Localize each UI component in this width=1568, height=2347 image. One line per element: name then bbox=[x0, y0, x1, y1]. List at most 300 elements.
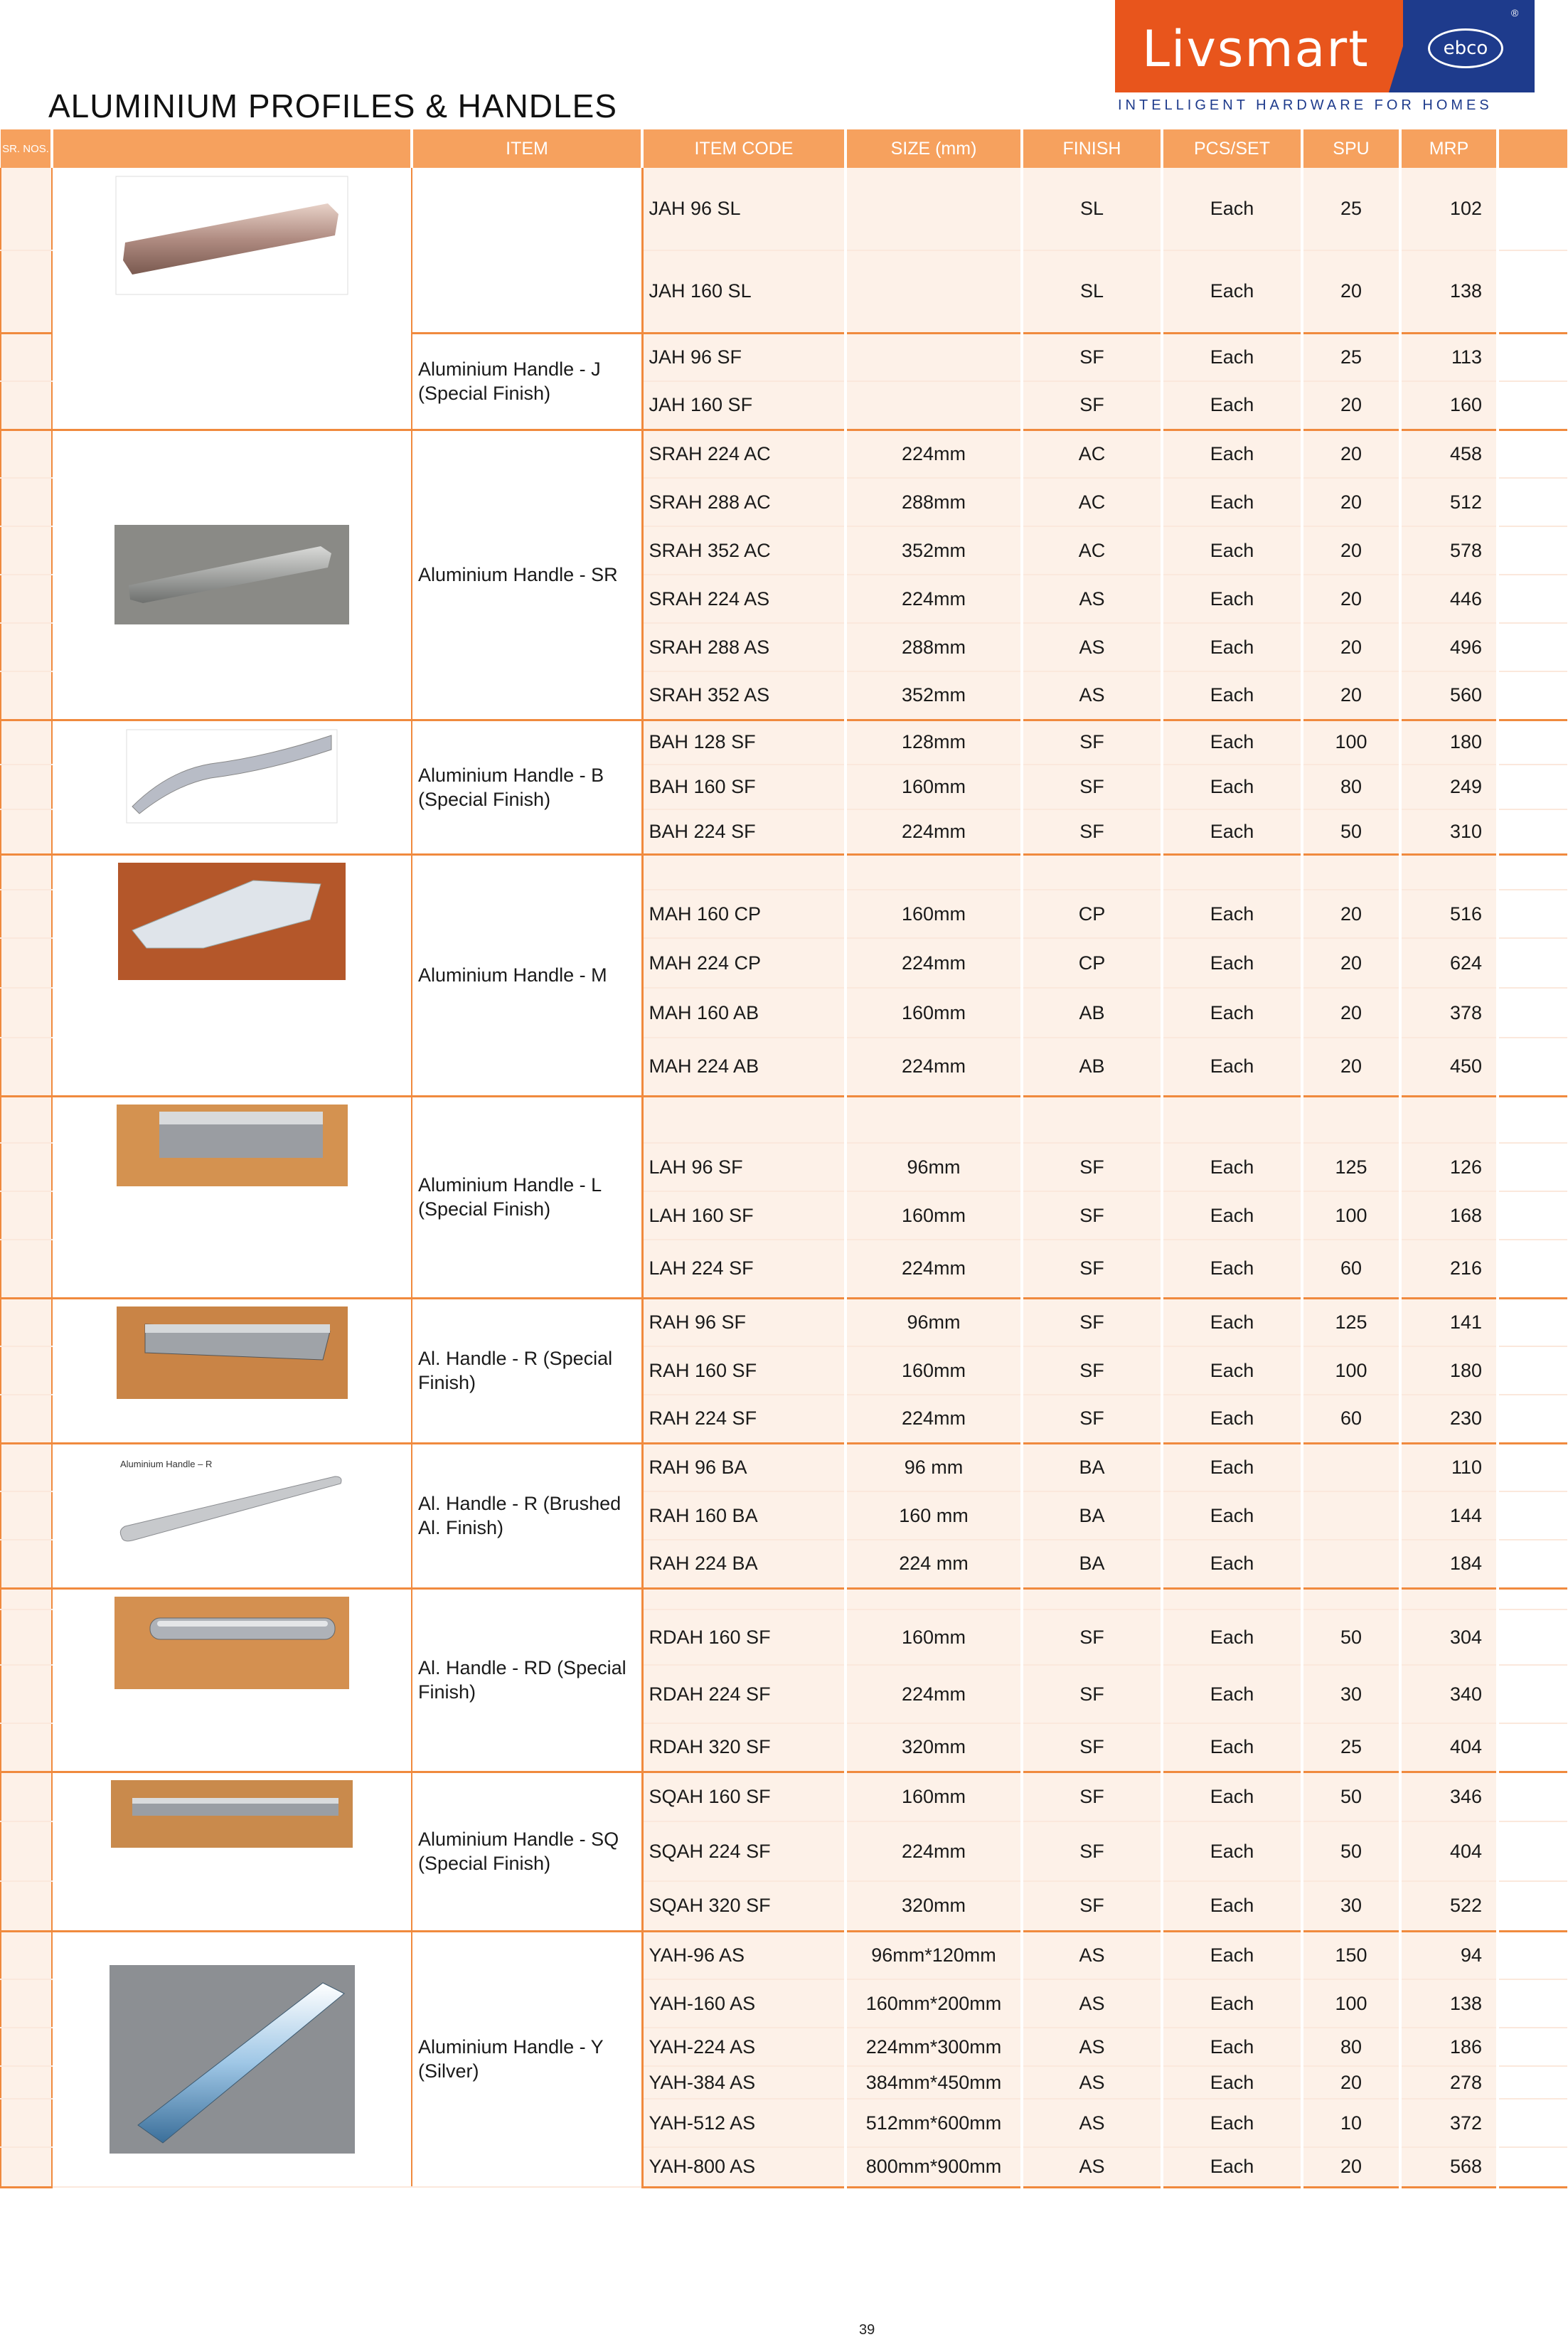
item-code-cell: SRAH 224 AC bbox=[642, 430, 846, 478]
pcs-cell: Each bbox=[1162, 1038, 1302, 1096]
spu-cell: 20 bbox=[1302, 526, 1400, 575]
item-name-cell: Al. Handle - R (Special Finish) bbox=[412, 1298, 642, 1443]
sr-cell bbox=[1, 430, 52, 478]
mrp-cell: 216 bbox=[1400, 1240, 1498, 1298]
product-image-rba bbox=[52, 1443, 412, 1588]
sr-cell bbox=[1, 526, 52, 575]
sr-cell bbox=[1, 478, 52, 526]
item-code-cell: YAH-96 AS bbox=[642, 1931, 846, 1979]
sr-cell bbox=[1, 623, 52, 671]
item-code-cell: RAH 96 BA bbox=[642, 1443, 846, 1491]
pcs-cell: Each bbox=[1162, 1931, 1302, 1979]
product-image-rd bbox=[52, 1588, 412, 1772]
extra-cell bbox=[1498, 1979, 1568, 2028]
pcs-cell: Each bbox=[1162, 430, 1302, 478]
spu-cell: 100 bbox=[1302, 1979, 1400, 2028]
product-image-j bbox=[52, 168, 412, 430]
spu-cell: 25 bbox=[1302, 1723, 1400, 1772]
mrp-cell bbox=[1400, 1096, 1498, 1143]
mrp-cell: 446 bbox=[1400, 575, 1498, 623]
extra-cell bbox=[1498, 575, 1568, 623]
pcs-cell bbox=[1162, 1588, 1302, 1609]
col-mrp-header: MRP bbox=[1400, 129, 1498, 168]
spu-cell: 20 bbox=[1302, 988, 1400, 1038]
size-cell: 96mm bbox=[846, 1143, 1022, 1191]
spu-cell: 20 bbox=[1302, 250, 1400, 333]
finish-cell: SF bbox=[1022, 1191, 1162, 1240]
item-code-cell: JAH 96 SL bbox=[642, 168, 846, 250]
size-cell bbox=[846, 381, 1022, 430]
pcs-cell: Each bbox=[1162, 765, 1302, 809]
pcs-cell: Each bbox=[1162, 890, 1302, 938]
extra-cell bbox=[1498, 250, 1568, 333]
mrp-cell: 310 bbox=[1400, 809, 1498, 854]
col-pcs-header: PCS/SET bbox=[1162, 129, 1302, 168]
size-cell: 224mm bbox=[846, 809, 1022, 854]
mrp-cell: 346 bbox=[1400, 1772, 1498, 1821]
spu-cell: 20 bbox=[1302, 671, 1400, 720]
sr-cell bbox=[1, 938, 52, 988]
spu-cell: 20 bbox=[1302, 430, 1400, 478]
pcs-cell: Each bbox=[1162, 1609, 1302, 1665]
finish-cell: AS bbox=[1022, 2066, 1162, 2099]
product-image-sr bbox=[52, 430, 412, 720]
col-finish-header: FINISH bbox=[1022, 129, 1162, 168]
finish-cell bbox=[1022, 1588, 1162, 1609]
item-code-cell bbox=[642, 854, 846, 890]
finish-cell: SF bbox=[1022, 765, 1162, 809]
finish-cell: AS bbox=[1022, 1931, 1162, 1979]
sr-cell bbox=[1, 1723, 52, 1772]
item-code-cell: JAH 160 SL bbox=[642, 250, 846, 333]
table-row bbox=[1, 1298, 1568, 1346]
item-code-cell: SRAH 352 AS bbox=[642, 671, 846, 720]
spu-cell bbox=[1302, 1491, 1400, 1540]
pcs-cell: Each bbox=[1162, 2028, 1302, 2066]
mrp-cell: 372 bbox=[1400, 2099, 1498, 2147]
extra-cell bbox=[1498, 1346, 1568, 1395]
mrp-cell: 624 bbox=[1400, 938, 1498, 988]
finish-cell: SF bbox=[1022, 1395, 1162, 1443]
item-code-cell: RAH 160 BA bbox=[642, 1491, 846, 1540]
item-code-cell: YAH-224 AS bbox=[642, 2028, 846, 2066]
finish-cell: AC bbox=[1022, 526, 1162, 575]
finish-cell: AS bbox=[1022, 2028, 1162, 2066]
sr-cell bbox=[1, 1609, 52, 1665]
extra-cell bbox=[1498, 623, 1568, 671]
sr-cell bbox=[1, 1979, 52, 2028]
item-name-cell: Aluminium Handle - SQ (Special Finish) bbox=[412, 1772, 642, 1931]
page-title: ALUMINIUM PROFILES & HANDLES bbox=[48, 87, 617, 124]
item-code-cell: SQAH 224 SF bbox=[642, 1821, 846, 1881]
size-cell: 96mm*120mm bbox=[846, 1931, 1022, 1979]
item-code-cell: YAH-800 AS bbox=[642, 2147, 846, 2187]
mrp-cell: 340 bbox=[1400, 1665, 1498, 1723]
size-cell: 224mm bbox=[846, 430, 1022, 478]
extra-cell bbox=[1498, 1038, 1568, 1096]
pcs-cell: Each bbox=[1162, 1298, 1302, 1346]
spu-cell: 80 bbox=[1302, 765, 1400, 809]
mrp-cell: 230 bbox=[1400, 1395, 1498, 1443]
extra-cell bbox=[1498, 1491, 1568, 1540]
item-code-cell: RAH 96 SF bbox=[642, 1298, 846, 1346]
sr-cell bbox=[1, 1395, 52, 1443]
finish-cell: AS bbox=[1022, 671, 1162, 720]
extra-cell bbox=[1498, 854, 1568, 890]
finish-cell: AB bbox=[1022, 1038, 1162, 1096]
size-cell: 160mm bbox=[846, 890, 1022, 938]
spu-cell: 30 bbox=[1302, 1665, 1400, 1723]
mrp-cell: 304 bbox=[1400, 1609, 1498, 1665]
spu-cell: 50 bbox=[1302, 1821, 1400, 1881]
size-cell: 224mm bbox=[846, 938, 1022, 988]
extra-cell bbox=[1498, 1143, 1568, 1191]
spu-cell: 20 bbox=[1302, 478, 1400, 526]
item-name-cell: Aluminium Handle - J (Special Finish) bbox=[412, 333, 642, 430]
spu-cell: 10 bbox=[1302, 2099, 1400, 2147]
sr-cell bbox=[1, 765, 52, 809]
size-cell: 96 mm bbox=[846, 1443, 1022, 1491]
finish-cell bbox=[1022, 1096, 1162, 1143]
item-code-cell: MAH 224 CP bbox=[642, 938, 846, 988]
mrp-cell: 458 bbox=[1400, 430, 1498, 478]
size-cell: 512mm*600mm bbox=[846, 2099, 1022, 2147]
col-extra-header bbox=[1498, 129, 1568, 168]
finish-cell: BA bbox=[1022, 1491, 1162, 1540]
size-cell: 224 mm bbox=[846, 1540, 1022, 1588]
pcs-cell: Each bbox=[1162, 1772, 1302, 1821]
page-number: 39 bbox=[859, 2322, 875, 2338]
pcs-cell: Each bbox=[1162, 1665, 1302, 1723]
sr-cell bbox=[1, 720, 52, 765]
finish-cell: AB bbox=[1022, 988, 1162, 1038]
finish-cell: AC bbox=[1022, 430, 1162, 478]
size-cell bbox=[846, 250, 1022, 333]
sr-cell bbox=[1, 1821, 52, 1881]
mrp-cell: 186 bbox=[1400, 2028, 1498, 2066]
sr-cell bbox=[1, 1881, 52, 1931]
finish-cell: AC bbox=[1022, 478, 1162, 526]
pcs-cell: Each bbox=[1162, 809, 1302, 854]
sr-cell bbox=[1, 1143, 52, 1191]
extra-cell bbox=[1498, 1931, 1568, 1979]
size-cell: 160mm bbox=[846, 1346, 1022, 1395]
item-code-cell: LAH 96 SF bbox=[642, 1143, 846, 1191]
finish-cell: SF bbox=[1022, 1881, 1162, 1931]
size-cell: 160 mm bbox=[846, 1491, 1022, 1540]
sr-cell bbox=[1, 1540, 52, 1588]
table-row bbox=[1, 1931, 1568, 1979]
mrp-cell: 102 bbox=[1400, 168, 1498, 250]
finish-cell: SF bbox=[1022, 1346, 1162, 1395]
finish-cell: AS bbox=[1022, 575, 1162, 623]
item-code-cell: RAH 224 BA bbox=[642, 1540, 846, 1588]
spu-cell bbox=[1302, 1443, 1400, 1491]
sr-cell bbox=[1, 1298, 52, 1346]
extra-cell bbox=[1498, 1240, 1568, 1298]
spu-cell: 125 bbox=[1302, 1298, 1400, 1346]
pcs-cell: Each bbox=[1162, 2147, 1302, 2187]
mrp-cell: 404 bbox=[1400, 1723, 1498, 1772]
mrp-cell: 138 bbox=[1400, 250, 1498, 333]
item-code-cell: YAH-160 AS bbox=[642, 1979, 846, 2028]
item-name-cell: Aluminium Handle - B (Special Finish) bbox=[412, 720, 642, 854]
extra-cell bbox=[1498, 333, 1568, 381]
mrp-cell: 560 bbox=[1400, 671, 1498, 720]
finish-cell: AS bbox=[1022, 1979, 1162, 2028]
extra-cell bbox=[1498, 1540, 1568, 1588]
table-body bbox=[1, 168, 1568, 2187]
item-code-cell: SQAH 320 SF bbox=[642, 1881, 846, 1931]
pcs-cell: Each bbox=[1162, 623, 1302, 671]
pcs-cell: Each bbox=[1162, 1540, 1302, 1588]
table-row bbox=[1, 1772, 1568, 1821]
extra-cell bbox=[1498, 526, 1568, 575]
pcs-cell: Each bbox=[1162, 168, 1302, 250]
item-name-cell: Aluminium Handle - SR bbox=[412, 430, 642, 720]
finish-cell: SF bbox=[1022, 1609, 1162, 1665]
mrp-cell bbox=[1400, 854, 1498, 890]
col-item-header: ITEM bbox=[412, 129, 642, 168]
product-image-y bbox=[52, 1931, 412, 2187]
size-cell bbox=[846, 854, 1022, 890]
brand-tagline: INTELLIGENT HARDWARE FOR HOMES bbox=[1118, 97, 1493, 113]
size-cell: 160mm bbox=[846, 1609, 1022, 1665]
mrp-cell: 144 bbox=[1400, 1491, 1498, 1540]
extra-cell bbox=[1498, 2028, 1568, 2066]
item-code-cell: RAH 224 SF bbox=[642, 1395, 846, 1443]
extra-cell bbox=[1498, 2147, 1568, 2187]
col-size-header: SIZE (mm) bbox=[846, 129, 1022, 168]
mrp-cell: 160 bbox=[1400, 381, 1498, 430]
sr-cell bbox=[1, 1665, 52, 1723]
sr-cell bbox=[1, 1191, 52, 1240]
item-name-cell: Al. Handle - R (Brushed Al. Finish) bbox=[412, 1443, 642, 1588]
mrp-cell: 278 bbox=[1400, 2066, 1498, 2099]
size-cell: 288mm bbox=[846, 623, 1022, 671]
item-code-cell: BAH 160 SF bbox=[642, 765, 846, 809]
size-cell: 96mm bbox=[846, 1298, 1022, 1346]
spu-cell: 30 bbox=[1302, 1881, 1400, 1931]
size-cell: 288mm bbox=[846, 478, 1022, 526]
sr-cell bbox=[1, 1931, 52, 1979]
item-code-cell: RDAH 224 SF bbox=[642, 1665, 846, 1723]
col-item-code-header: ITEM CODE bbox=[642, 129, 846, 168]
pcs-cell: Each bbox=[1162, 250, 1302, 333]
item-code-cell: JAH 160 SF bbox=[642, 381, 846, 430]
size-cell: 224mm bbox=[846, 1665, 1022, 1723]
size-cell: 320mm bbox=[846, 1723, 1022, 1772]
mrp-cell: 568 bbox=[1400, 2147, 1498, 2187]
size-cell bbox=[846, 1588, 1022, 1609]
mrp-cell: 180 bbox=[1400, 720, 1498, 765]
spu-cell: 50 bbox=[1302, 809, 1400, 854]
spu-cell: 100 bbox=[1302, 1191, 1400, 1240]
finish-cell: SF bbox=[1022, 1821, 1162, 1881]
spu-cell: 20 bbox=[1302, 2066, 1400, 2099]
size-cell: 160mm bbox=[846, 765, 1022, 809]
item-code-cell: YAH-512 AS bbox=[642, 2099, 846, 2147]
product-image-b bbox=[52, 720, 412, 854]
sr-cell bbox=[1, 333, 52, 381]
extra-cell bbox=[1498, 809, 1568, 854]
mrp-cell: 168 bbox=[1400, 1191, 1498, 1240]
price-table bbox=[0, 129, 1568, 2188]
item-code-cell: LAH 160 SF bbox=[642, 1191, 846, 1240]
mrp-cell: 249 bbox=[1400, 765, 1498, 809]
spu-cell: 20 bbox=[1302, 2147, 1400, 2187]
size-cell: 224mm*300mm bbox=[846, 2028, 1022, 2066]
pcs-cell bbox=[1162, 1096, 1302, 1143]
mrp-cell: 578 bbox=[1400, 526, 1498, 575]
table-header-row bbox=[1, 129, 1568, 168]
sr-cell bbox=[1, 1772, 52, 1821]
spu-cell: 20 bbox=[1302, 575, 1400, 623]
pcs-cell: Each bbox=[1162, 1491, 1302, 1540]
image-caption: Aluminium Handle – R bbox=[120, 1458, 213, 1469]
sr-cell bbox=[1, 809, 52, 854]
size-cell: 224mm bbox=[846, 1240, 1022, 1298]
mrp-cell: 496 bbox=[1400, 623, 1498, 671]
pcs-cell: Each bbox=[1162, 478, 1302, 526]
item-code-cell: MAH 160 AB bbox=[642, 988, 846, 1038]
table-row bbox=[1, 720, 1568, 765]
extra-cell bbox=[1498, 168, 1568, 250]
sr-cell bbox=[1, 2028, 52, 2066]
extra-cell bbox=[1498, 988, 1568, 1038]
size-cell: 160mm bbox=[846, 1772, 1022, 1821]
col-spu-header: SPU bbox=[1302, 129, 1400, 168]
finish-cell: AS bbox=[1022, 2147, 1162, 2187]
pcs-cell: Each bbox=[1162, 526, 1302, 575]
spu-cell: 60 bbox=[1302, 1395, 1400, 1443]
logo-livsmart-text: Livsmart bbox=[1142, 20, 1370, 78]
pcs-cell: Each bbox=[1162, 575, 1302, 623]
spu-cell: 60 bbox=[1302, 1240, 1400, 1298]
item-code-cell: SQAH 160 SF bbox=[642, 1772, 846, 1821]
size-cell: 800mm*900mm bbox=[846, 2147, 1022, 2187]
mrp-cell: 512 bbox=[1400, 478, 1498, 526]
pcs-cell: Each bbox=[1162, 1881, 1302, 1931]
spu-cell: 20 bbox=[1302, 1038, 1400, 1096]
item-code-cell: RDAH 320 SF bbox=[642, 1723, 846, 1772]
spu-cell: 100 bbox=[1302, 1346, 1400, 1395]
pcs-cell: Each bbox=[1162, 1979, 1302, 2028]
product-image-sq bbox=[52, 1772, 412, 1931]
mrp-cell: 516 bbox=[1400, 890, 1498, 938]
extra-cell bbox=[1498, 381, 1568, 430]
size-cell bbox=[846, 1096, 1022, 1143]
size-cell: 320mm bbox=[846, 1881, 1022, 1931]
finish-cell: SL bbox=[1022, 250, 1162, 333]
sr-cell bbox=[1, 1443, 52, 1491]
spu-cell: 100 bbox=[1302, 720, 1400, 765]
table-row bbox=[1, 168, 1568, 250]
item-code-cell: BAH 128 SF bbox=[642, 720, 846, 765]
sr-cell bbox=[1, 1588, 52, 1609]
mrp-cell: 113 bbox=[1400, 333, 1498, 381]
col-sr-header: SR. NOS. bbox=[1, 129, 52, 168]
col-image-header bbox=[52, 129, 412, 168]
sr-cell bbox=[1, 575, 52, 623]
finish-cell: SF bbox=[1022, 720, 1162, 765]
table-row bbox=[1, 430, 1568, 478]
table-row bbox=[1, 1443, 1568, 1491]
item-code-cell: SRAH 352 AC bbox=[642, 526, 846, 575]
extra-cell bbox=[1498, 1665, 1568, 1723]
finish-cell: SF bbox=[1022, 1772, 1162, 1821]
mrp-cell: 180 bbox=[1400, 1346, 1498, 1395]
size-cell: 352mm bbox=[846, 526, 1022, 575]
spu-cell: 80 bbox=[1302, 2028, 1400, 2066]
finish-cell: SF bbox=[1022, 333, 1162, 381]
spu-cell: 150 bbox=[1302, 1931, 1400, 1979]
finish-cell: SF bbox=[1022, 381, 1162, 430]
sr-cell bbox=[1, 168, 52, 250]
sr-cell bbox=[1, 1346, 52, 1395]
pcs-cell: Each bbox=[1162, 720, 1302, 765]
mrp-cell: 378 bbox=[1400, 988, 1498, 1038]
item-code-cell: SRAH 288 AC bbox=[642, 478, 846, 526]
extra-cell bbox=[1498, 671, 1568, 720]
extra-cell bbox=[1498, 2099, 1568, 2147]
finish-cell: BA bbox=[1022, 1443, 1162, 1491]
extra-cell bbox=[1498, 1443, 1568, 1491]
spu-cell: 25 bbox=[1302, 333, 1400, 381]
item-name-cell bbox=[412, 168, 642, 333]
product-image-l bbox=[52, 1096, 412, 1298]
size-cell: 352mm bbox=[846, 671, 1022, 720]
spu-cell bbox=[1302, 1540, 1400, 1588]
pcs-cell bbox=[1162, 854, 1302, 890]
item-code-cell: SRAH 288 AS bbox=[642, 623, 846, 671]
extra-cell bbox=[1498, 720, 1568, 765]
extra-cell bbox=[1498, 1096, 1568, 1143]
mrp-cell: 522 bbox=[1400, 1881, 1498, 1931]
registered-mark-icon: ® bbox=[1511, 7, 1519, 18]
size-cell: 224mm bbox=[846, 575, 1022, 623]
mrp-cell bbox=[1400, 1588, 1498, 1609]
mrp-cell: 110 bbox=[1400, 1443, 1498, 1491]
extra-cell bbox=[1498, 765, 1568, 809]
extra-cell bbox=[1498, 1395, 1568, 1443]
pcs-cell: Each bbox=[1162, 1395, 1302, 1443]
spu-cell bbox=[1302, 1588, 1400, 1609]
mrp-cell: 184 bbox=[1400, 1540, 1498, 1588]
extra-cell bbox=[1498, 1723, 1568, 1772]
pcs-cell: Each bbox=[1162, 1143, 1302, 1191]
sr-cell bbox=[1, 250, 52, 333]
spu-cell: 20 bbox=[1302, 938, 1400, 988]
pcs-cell: Each bbox=[1162, 1346, 1302, 1395]
extra-cell bbox=[1498, 430, 1568, 478]
sr-cell bbox=[1, 1240, 52, 1298]
brand-logo bbox=[1115, 0, 1535, 92]
sr-cell bbox=[1, 854, 52, 890]
item-code-cell: BAH 224 SF bbox=[642, 809, 846, 854]
finish-cell: SF bbox=[1022, 1298, 1162, 1346]
logo-livsmart-block bbox=[1115, 0, 1403, 92]
spu-cell: 125 bbox=[1302, 1143, 1400, 1191]
item-code-cell: SRAH 224 AS bbox=[642, 575, 846, 623]
pcs-cell: Each bbox=[1162, 1443, 1302, 1491]
pcs-cell: Each bbox=[1162, 938, 1302, 988]
item-name-cell: Al. Handle - RD (Special Finish) bbox=[412, 1588, 642, 1772]
pcs-cell: Each bbox=[1162, 1240, 1302, 1298]
spu-cell: 25 bbox=[1302, 168, 1400, 250]
finish-cell: SF bbox=[1022, 1665, 1162, 1723]
item-code-cell bbox=[642, 1096, 846, 1143]
